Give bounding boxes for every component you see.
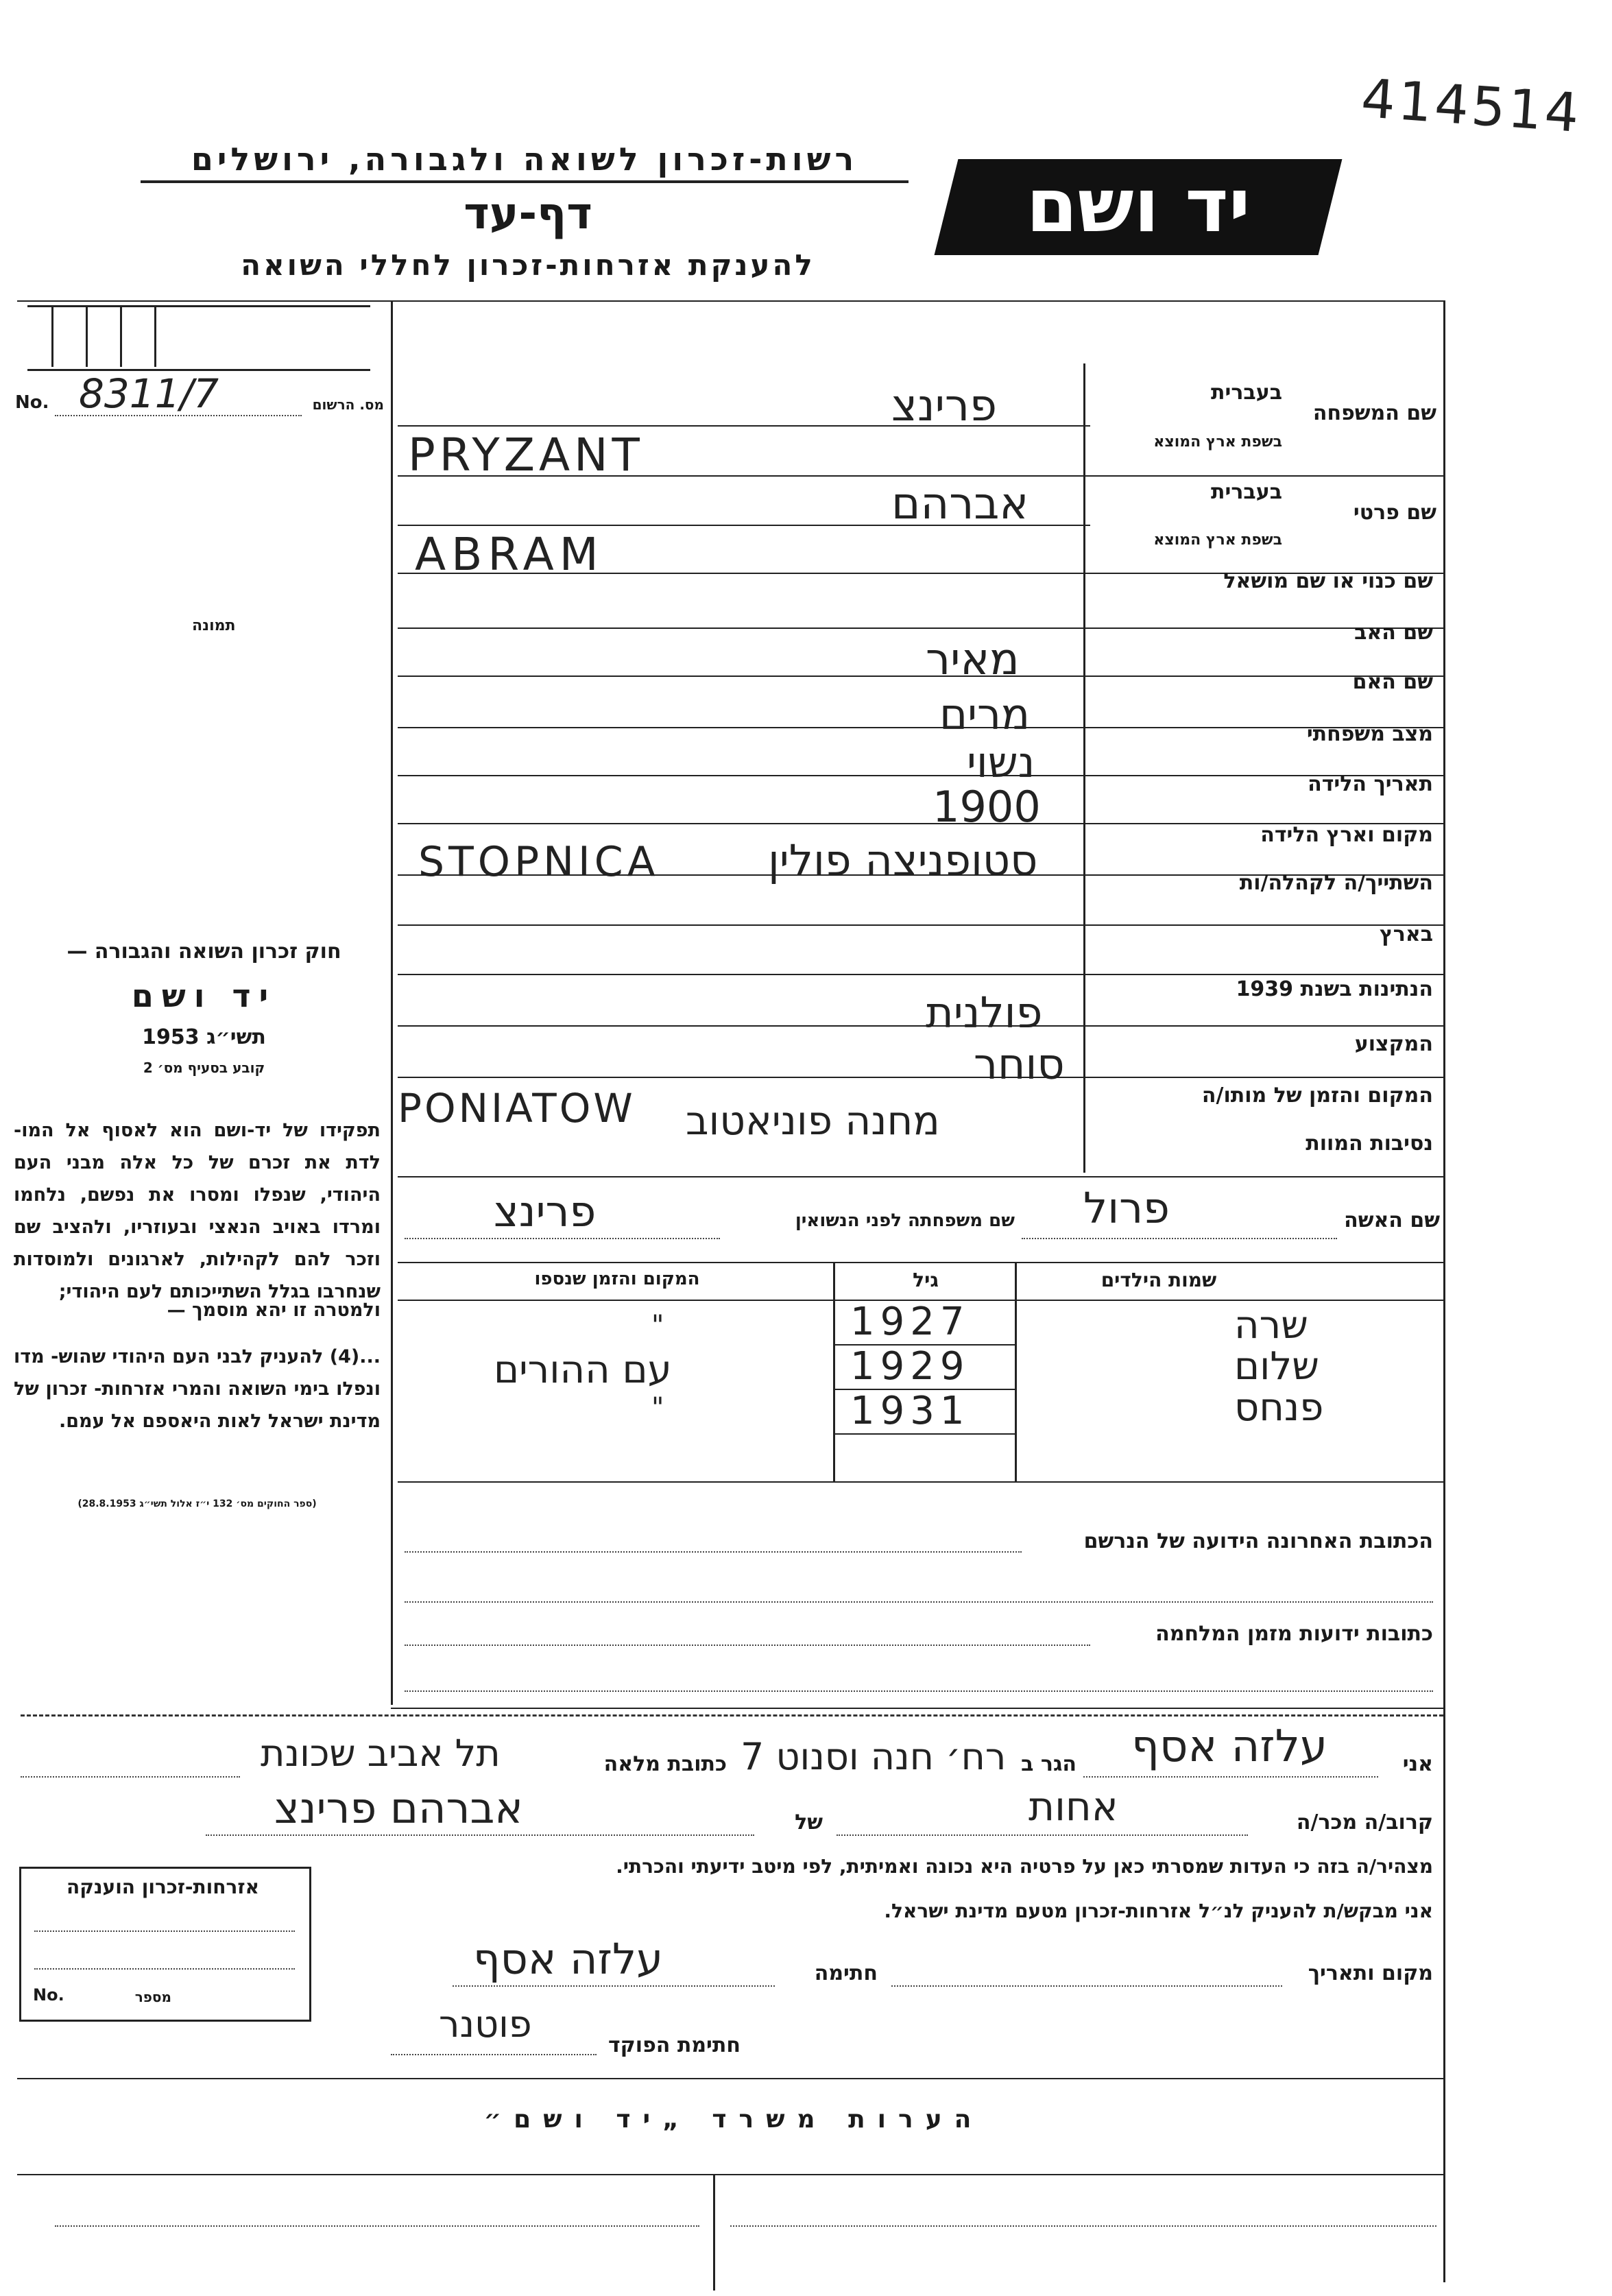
witness-i-value: עלזה אסף bbox=[1131, 1721, 1327, 1772]
children-col-divider-1 bbox=[833, 1262, 835, 1481]
notes-line-left bbox=[55, 2225, 699, 2227]
law-text-1: תפקידו של יד-ושם הוא לאסוף אל המו- לדת את זכרם של כל אלה מבני העם היהודי, שנפלו ומסרו את נפשם, נלחמו ומרדו באויב הנאצי ובעוזריו, ולהציב שם וזכר להם לקהילות, לארגונים ולמוסדות שנחרבו בגלל השתייכותם לעם היהודי; bbox=[14, 1120, 381, 1302]
witness-request: אני מבקש/ת להעניק לנ״ל אזרחות-זכרון מטעם מדינת ישראל. bbox=[884, 1900, 1433, 1922]
citizenship-box-line-2 bbox=[34, 1968, 295, 1970]
witness-relative-line bbox=[837, 1834, 1248, 1836]
notes-divider bbox=[713, 2174, 715, 2291]
official-signature-line bbox=[391, 2054, 597, 2055]
official-signature-value: פוטנר bbox=[439, 2002, 532, 2046]
death-line bbox=[398, 1176, 1443, 1177]
children-col-divider-2 bbox=[1015, 1262, 1017, 1481]
wartime-address-line-1 bbox=[405, 1645, 1090, 1646]
witness-relative-label: קרוב/ה מכר/ה bbox=[1296, 1810, 1433, 1834]
signature-label: חתימה bbox=[814, 1961, 878, 1985]
wife-line bbox=[1022, 1238, 1337, 1239]
addresses-bottom-line bbox=[391, 1708, 1443, 1709]
birth-date-value: נשוי bbox=[967, 737, 1035, 787]
first-name-hebrew-line bbox=[398, 525, 1090, 526]
right-border bbox=[1443, 300, 1445, 2282]
mother-name-value: מאיר bbox=[926, 634, 1020, 685]
first-name-label: שם פרטי bbox=[1353, 501, 1436, 525]
surname-origin-label: בשפת ארץ המוצא bbox=[1153, 433, 1282, 451]
marital-status-value: מרים bbox=[939, 689, 1031, 739]
in-country-line bbox=[398, 974, 1443, 975]
place-time-death-value: סוחר bbox=[974, 1039, 1065, 1089]
inner-vertical-divider bbox=[391, 300, 393, 1705]
witness-resides-label: הגר ב bbox=[1021, 1752, 1076, 1776]
surname-hebrew-line bbox=[398, 425, 1090, 427]
birth-place-label: מקום וארץ הלידה bbox=[1260, 823, 1433, 847]
child-name-1: שרה bbox=[1234, 1303, 1308, 1348]
witness-i-label: אני bbox=[1402, 1752, 1433, 1776]
citizenship-box-line-1 bbox=[34, 1930, 295, 1932]
authority-title: רשות-זכרון לשואה ולגבורה, ירושלים bbox=[141, 141, 909, 183]
children-table-bottom bbox=[398, 1481, 1443, 1483]
law-name: יד ושם bbox=[131, 977, 277, 1014]
first-name-origin-value: ABRAM bbox=[415, 528, 604, 581]
place-time-death-label: המקום והזמן של מותו/ה bbox=[1201, 1084, 1433, 1108]
photo-label: תמונה bbox=[192, 617, 236, 634]
last-address-line-2 bbox=[405, 1601, 1433, 1603]
children-names-header: שמות הילדים bbox=[1100, 1269, 1217, 1291]
maiden-value: פרינצ bbox=[494, 1186, 597, 1236]
last-address-line-1 bbox=[405, 1551, 1022, 1553]
child-name-3: פנחס bbox=[1234, 1385, 1324, 1430]
in-country-label: בארץ bbox=[1379, 922, 1433, 946]
children-row-line-3 bbox=[833, 1433, 1015, 1435]
signature-line bbox=[453, 1985, 775, 1987]
registration-ticks bbox=[51, 305, 189, 367]
label-column-divider bbox=[1083, 363, 1085, 1173]
children-age-header: גיל bbox=[913, 1269, 939, 1291]
form-subtitle: להענקת אזרחות-זכרון לחללי השואה bbox=[241, 248, 815, 282]
witness-declaration: מצהיר/ה בזה כי העדות שמסרתי כאן על פרטיה היא נכונה ואמיתית, לפי מיטב ידיעתי והכרתי. bbox=[616, 1855, 1433, 1878]
child-age-2: 1929 bbox=[850, 1344, 970, 1389]
profession-line bbox=[398, 1077, 1443, 1078]
witness-city-value: תל אביב שכונת bbox=[261, 1732, 501, 1775]
surname-origin-line bbox=[398, 475, 1443, 477]
children-row-line-2 bbox=[833, 1389, 1015, 1390]
surname-hebrew-value: פרינצ bbox=[891, 381, 997, 431]
law-year: תשי״ג 1953 bbox=[142, 1025, 266, 1049]
citizenship-box-no-label: No. bbox=[33, 1985, 64, 2005]
birth-place-value: 1900 bbox=[933, 782, 1041, 832]
maiden-label: שם משפחתה לפני הנשואין bbox=[795, 1210, 1015, 1231]
wartime-address-line-2 bbox=[405, 1690, 1433, 1692]
witness-relative-value: אחות bbox=[1028, 1783, 1118, 1830]
archive-number: 414514 bbox=[1359, 67, 1584, 145]
first-name-hebrew-label: בעברית bbox=[1211, 480, 1282, 504]
wife-label: שם האשה bbox=[1344, 1208, 1440, 1232]
children-place-header: המקום והזמן שנספו bbox=[534, 1269, 700, 1289]
law-citation: (ספר החוקים מס׳ 132 י״ז אלול תשי״ג 28.8.1953) bbox=[77, 1498, 317, 1509]
wife-bottom-line bbox=[398, 1262, 1443, 1263]
marital-status-label: מצב משפחתי bbox=[1306, 722, 1433, 746]
law-text-3: ...(4) להעניק לבני העם היהודי שהוש- מדו ונפלו בימי השואה והמרי אזרחות- זכרון של מדינת ישראל לאות היאספם אל עמם. bbox=[14, 1346, 381, 1432]
last-address-label: הכתובת האחרונה הידועה של הנרשם bbox=[1083, 1529, 1433, 1553]
father-name-label: שם האב bbox=[1354, 621, 1433, 645]
form-title: דף-עד bbox=[464, 189, 592, 239]
community-hebrew-value: סטופניצה פולין bbox=[768, 835, 1038, 885]
notes-title: הערות משרד „יד ושם״ bbox=[483, 2105, 984, 2133]
surname-hebrew-label: בעברית bbox=[1211, 381, 1282, 405]
citizenship-1939-label: הנתינות בשנת 1939 bbox=[1236, 977, 1433, 1001]
nickname-label: שם כנוי או שם מושאל bbox=[1223, 569, 1433, 593]
registration-number-line bbox=[55, 415, 302, 416]
child-name-2: שלום bbox=[1234, 1344, 1319, 1389]
signature-value: עלזה אסף bbox=[473, 1934, 664, 1984]
child-place-3: " bbox=[651, 1392, 664, 1424]
maiden-line bbox=[405, 1238, 720, 1239]
top-border bbox=[17, 300, 1443, 302]
witness-full-address-label: כתובת מלאה bbox=[603, 1752, 727, 1776]
child-age-3: 1931 bbox=[850, 1389, 970, 1433]
citizenship-box-number-label: מספר bbox=[134, 1989, 171, 2005]
witness-of-line bbox=[206, 1834, 754, 1836]
registration-no-label: No. bbox=[15, 392, 49, 413]
place-date-line bbox=[891, 1985, 1282, 1987]
citizenship-box-title: אזרחות-זכרון הוענקה bbox=[67, 1876, 259, 1898]
community-latin-value: STOPNICA bbox=[418, 838, 660, 886]
notes-line-right bbox=[730, 2225, 1436, 2227]
death-circumstances-hebrew: מחנה פוניאטוב bbox=[686, 1097, 940, 1144]
child-place-1: " bbox=[651, 1310, 664, 1341]
profession-value: פולנית bbox=[926, 988, 1043, 1038]
registration-number: 8311/7 bbox=[79, 370, 219, 417]
place-date-label: מקום ותאריך bbox=[1308, 1961, 1433, 1985]
profession-label: המקצוע bbox=[1354, 1032, 1433, 1056]
law-text-2: ולמטרה זו יהא מוסמך — bbox=[167, 1300, 381, 1321]
death-circumstances-label: נסיבות המוות bbox=[1306, 1132, 1433, 1156]
notes-mid-line bbox=[17, 2174, 1443, 2175]
witness-i-line bbox=[1083, 1776, 1378, 1778]
child-age-1: 1927 bbox=[850, 1300, 970, 1344]
witness-city-extra bbox=[21, 1776, 240, 1778]
witness-of-label: של bbox=[795, 1810, 823, 1834]
wife-value: פרול bbox=[1083, 1183, 1170, 1233]
witness-separator bbox=[21, 1714, 1443, 1717]
mother-name-label: שם האם bbox=[1352, 670, 1433, 694]
first-name-hebrew-value: אברהם bbox=[891, 479, 1029, 529]
logo-text: יד ושם bbox=[1026, 163, 1251, 249]
community-label: השתייך/ה לקהלה/ות bbox=[1239, 871, 1433, 895]
community-line bbox=[398, 924, 1443, 926]
registration-number-label: מס. הרשום bbox=[312, 396, 384, 413]
notes-top-line bbox=[17, 2078, 1443, 2079]
surname-origin-value: PRYZANT bbox=[408, 429, 644, 481]
wartime-address-label: כתובות ידועות מזמן המלחמה bbox=[1155, 1622, 1433, 1646]
birth-date-label: תאריך הלידה bbox=[1308, 772, 1433, 796]
death-circumstances-latin: PONIATOW bbox=[398, 1085, 636, 1132]
law-clause: קובע בסעיף מס׳ 2 bbox=[143, 1060, 265, 1076]
witness-of-value: אברהם פרינצ bbox=[274, 1783, 523, 1833]
first-name-origin-label: בשפת ארץ המוצא bbox=[1153, 531, 1282, 549]
children-row-line-1 bbox=[833, 1344, 1015, 1346]
surname-label: שם המשפחה bbox=[1312, 401, 1436, 425]
child-place-2: עם ההורים bbox=[494, 1348, 672, 1392]
citizenship-1939-line bbox=[398, 1025, 1443, 1027]
law-heading: חוק זכרון השואה והגבורה — bbox=[67, 940, 341, 964]
witness-resides-value: רח׳ חנה וסנוט 7 bbox=[741, 1735, 1007, 1778]
official-signature-label: חתימת הפוקד bbox=[608, 2033, 741, 2057]
